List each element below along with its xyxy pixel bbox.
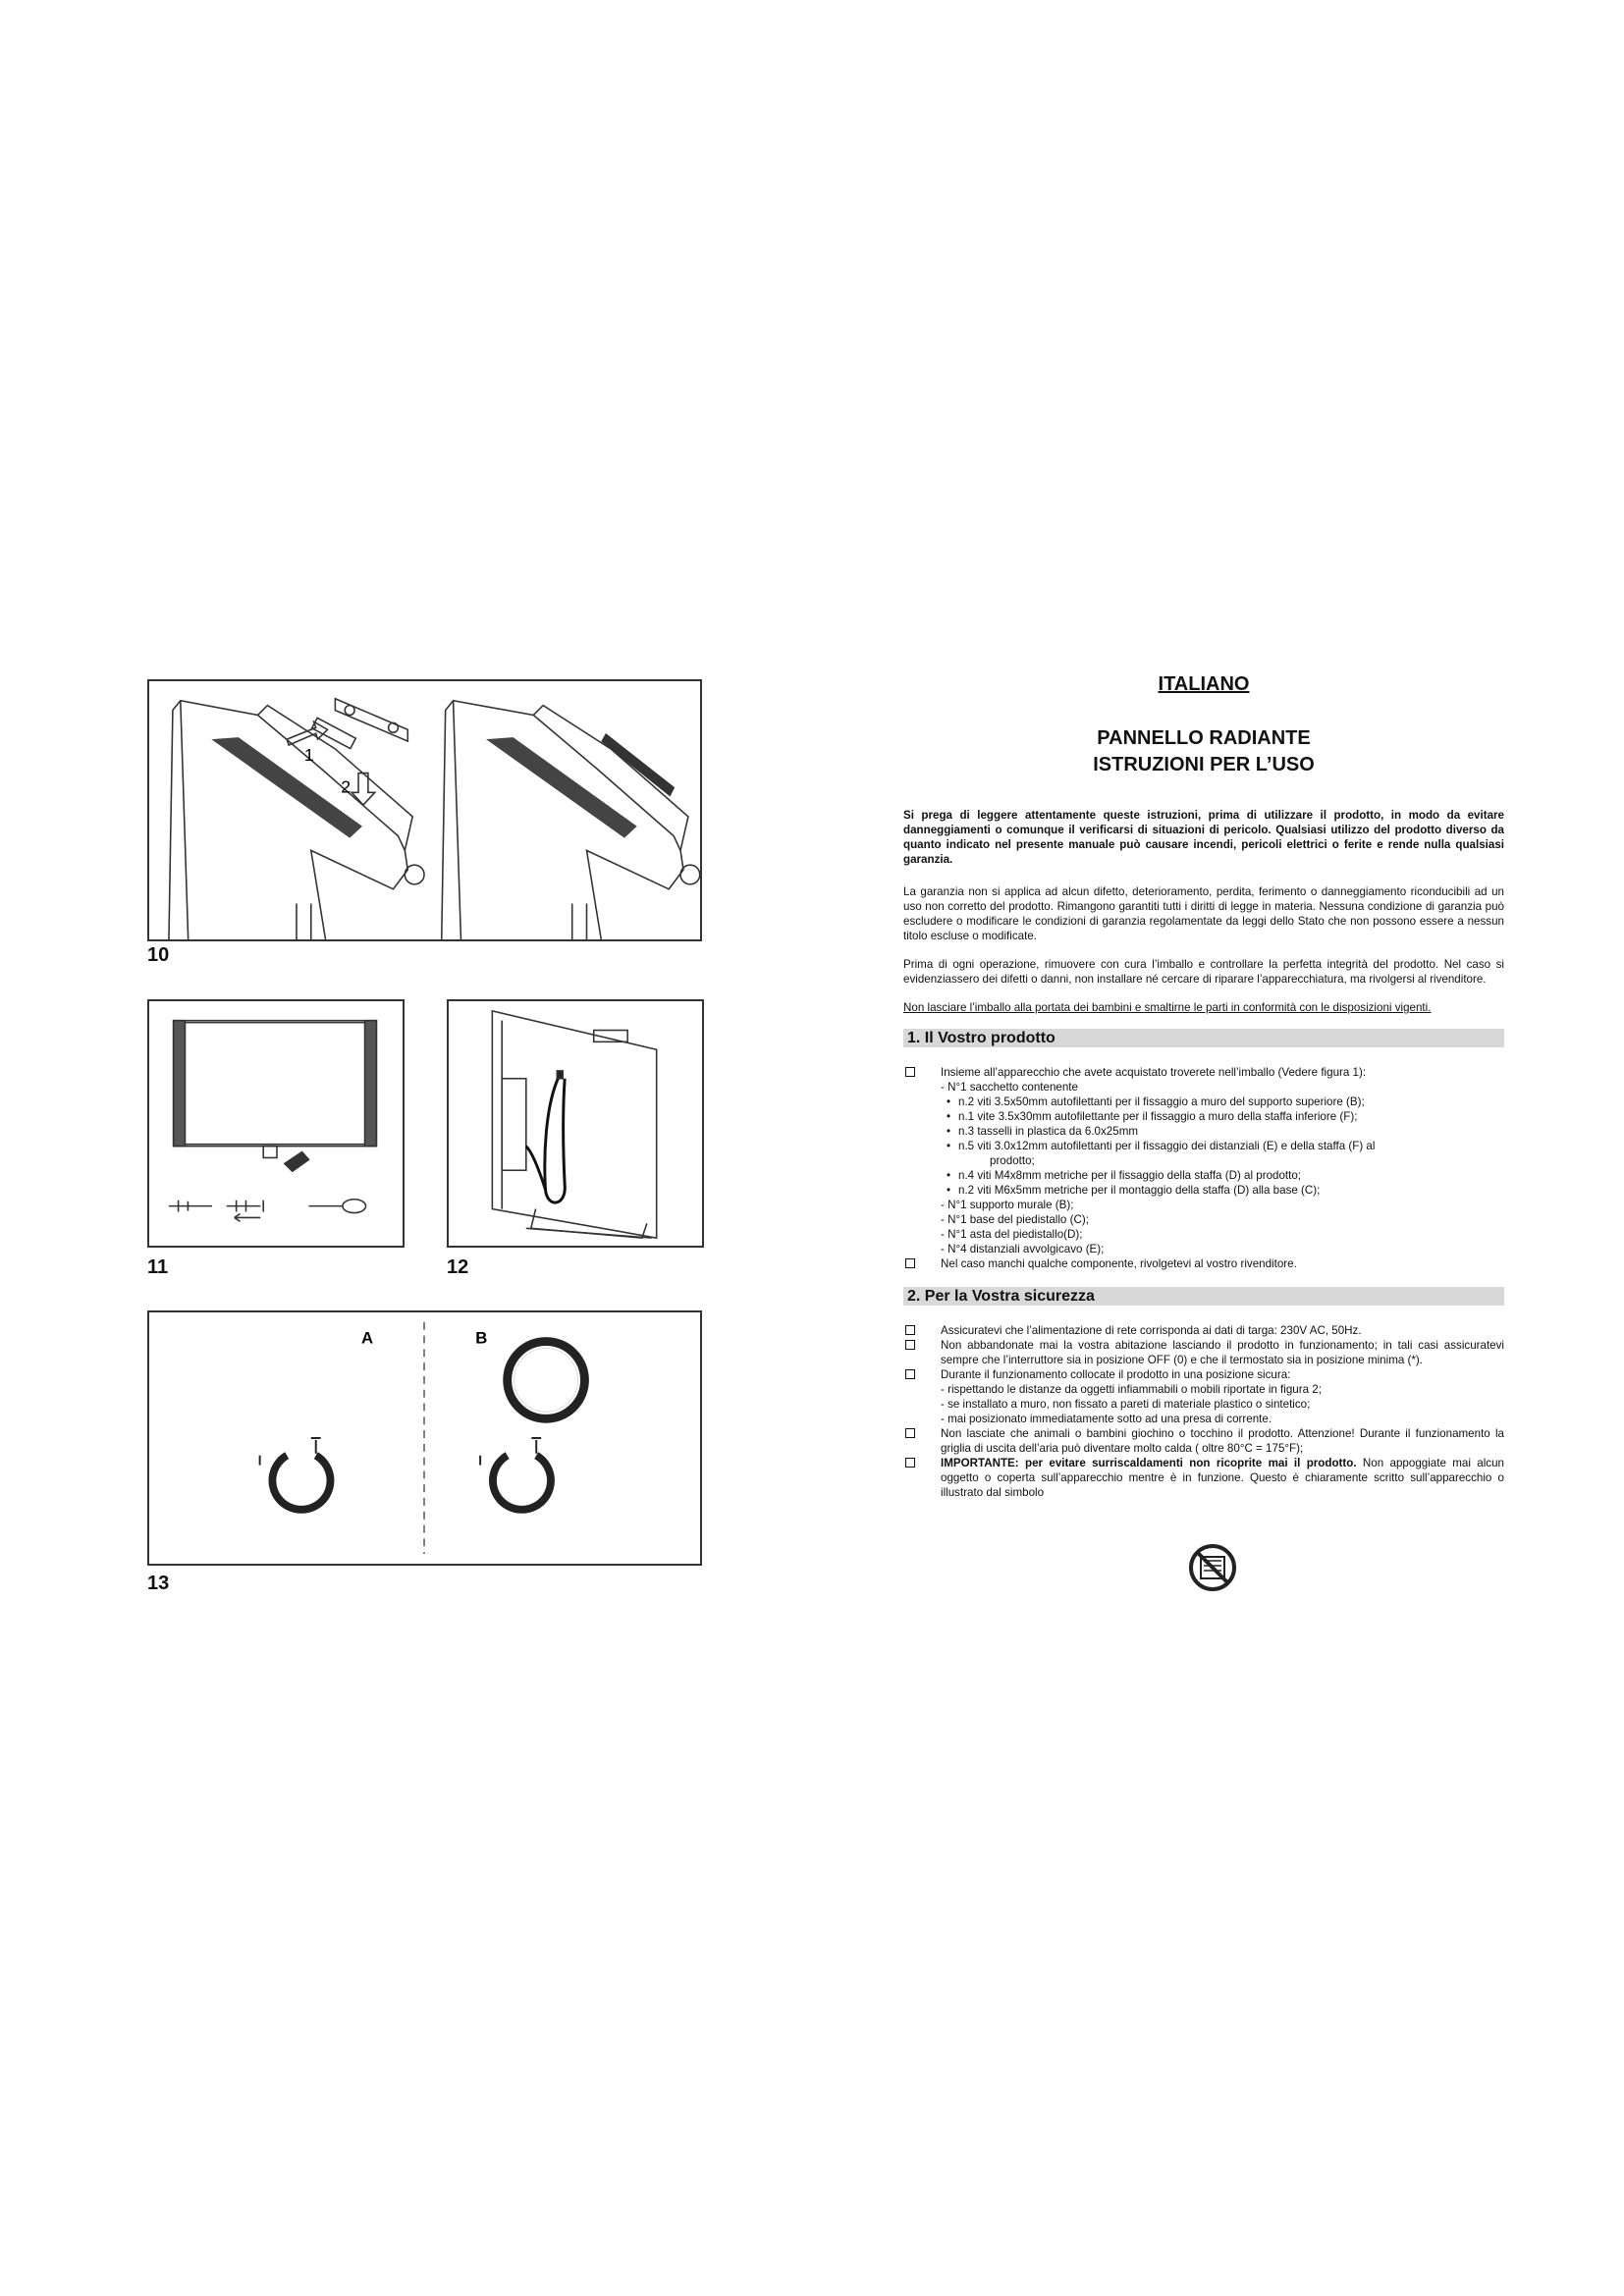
figure-13-number: 13 xyxy=(147,1573,170,1594)
figure-11-number: 11 xyxy=(147,1256,169,1278)
parts-list xyxy=(903,1198,1504,1256)
sachet-line: - N°1 sacchetto contenente xyxy=(941,1081,1078,1094)
intro-warning: Si prega di leggere attentamente queste istruzioni, prima di utilizzare il prodotto, in modo da evitare danneggiamenti o comunque il verificarsi di situazioni di pericolo. Qualsiasi utilizzo del prodotto diverso da quanto indicato nel presente manuale può causare incendi, pericoli elettrici o ferite e rende nulla qualsiasi garanzia. xyxy=(903,809,1504,866)
list-item: • n.1 vite 3.5x30mm autofilettante per il fissaggio a muro della staffa inferiore (F); xyxy=(903,1109,1504,1124)
language-heading: ITALIANO xyxy=(1158,673,1250,695)
checkbox-icon xyxy=(905,1369,915,1379)
instructions-column xyxy=(903,673,1504,1500)
list-item: - mai posizionato immediatamente sotto ad una presa di corrente. xyxy=(941,1413,1272,1425)
list-item: - N°1 base del piedistallo (C); xyxy=(941,1213,1089,1226)
list-item: • n.4 viti M4x8mm metriche per il fissaggio della staffa (D) al prodotto; xyxy=(903,1168,1504,1183)
figure-12-number: 12 xyxy=(447,1256,469,1278)
title-line-2: ISTRUZIONI PER L’USO xyxy=(1093,754,1315,775)
figure-11 xyxy=(147,999,405,1248)
section-2-item-1: Assicuratevi che l’alimentazione di rete corrisponda ai dati di targa: 230V AC, 50Hz. xyxy=(903,1323,1504,1338)
list-item: • n.3 tasselli in plastica da 6.0x25mm xyxy=(903,1124,1504,1139)
section-2-item-4: Non lasciate che animali o bambini giochino o tocchino il prodotto. Attenzione! Durante il funzionamento la griglia di uscita dell’aria può diventare molto calda ( oltre 80°C = 175°F); xyxy=(903,1426,1504,1456)
list-item-continuation: prodotto; xyxy=(990,1154,1035,1167)
section-2-item-5 xyxy=(903,1456,1504,1500)
section-2-item-2: Non abbandonate mai la vostra abitazione lasciando il prodotto in funzionamento; in tali casi assicuratevi sempre che l’interruttore sia in posizione OFF (0) e che il termostato sia in posizione minima (*). xyxy=(903,1338,1504,1367)
section-1-item-2: Nel caso manchi qualche componente, rivolgetevi al vostro rivenditore. xyxy=(903,1256,1504,1271)
section-1-contents xyxy=(903,1080,1504,1095)
warranty-paragraph: La garanzia non si applica ad alcun difetto, deterioramento, perdita, ferimento o danneggiamento riconducibili ad un uso non corretto del prodotto. Rimangono garantiti tutti i diritti di legge in materia. Nessuna condizione di garanzia può escludere o modificare le condizioni di garanzia regolamentate da leggi dello Stato che non possono essere a nessun titolo escluse o modificate. xyxy=(903,885,1504,942)
figure-10-number: 10 xyxy=(147,944,170,966)
heater-bracket-illustration xyxy=(149,681,700,939)
do-not-cover-icon xyxy=(1188,1543,1237,1592)
power-cord-illustration xyxy=(449,1001,702,1246)
first-operation-paragraph: Prima di ogni operazione, rimuovere con cura l’imballo e controllare la perfetta integrità del prodotto. Nel caso si evidenziassero dei difetti o danni, non installare né cercare di riparare l’apparecchiatura, ma rivolgersi al rivenditore. xyxy=(903,958,1504,986)
checkbox-icon xyxy=(905,1340,915,1350)
title-line-1: PANNELLO RADIANTE xyxy=(1097,727,1311,749)
figure-13 xyxy=(147,1310,702,1566)
label-b: B xyxy=(475,1328,488,1348)
section-1-item-1: Insieme all’apparecchio che avete acquistato troverete nell’imballo (Vedere figura 1): xyxy=(903,1065,1504,1080)
checkbox-icon xyxy=(905,1325,915,1335)
section-2-heading: 2. Per la Vostra sicurezza xyxy=(903,1287,1504,1306)
figure-12 xyxy=(447,999,704,1248)
packaging-paragraph: Non lasciare l’imballo alla portata dei bambini e smaltirne le parti in conformità con le disposizioni vigenti. xyxy=(903,1001,1432,1014)
checkbox-icon xyxy=(905,1428,915,1438)
section-1-heading: 1. Il Vostro prodotto xyxy=(903,1029,1504,1047)
thermostat-knob-illustration xyxy=(149,1312,700,1564)
list-item: - N°4 distanziali avvolgicavo (E); xyxy=(941,1243,1105,1255)
section-2-item-3: Durante il funzionamento collocate il prodotto in una posizione sicura: xyxy=(903,1367,1504,1382)
list-item: - se installato a muro, non fissato a pareti di materiale plastico o sintetico; xyxy=(941,1398,1311,1411)
list-item: • n.5 viti 3.0x12mm autofilettanti per il fissaggio dei distanziali (E) e della staffa (F) al xyxy=(903,1139,1504,1153)
arrow-2-label: 2 xyxy=(341,776,352,797)
important-note: IMPORTANTE: per evitare surriscaldamenti non ricoprite mai il prodotto. xyxy=(941,1457,1357,1469)
important-note-rest: Non appoggiate mai alcun oggetto o coperta sull’apparecchio mentre è in funzione. Questo è chiaramente scritto sull’apparecchio o illustrato dal simbolo xyxy=(941,1457,1504,1499)
label-a: A xyxy=(361,1328,374,1348)
list-item: • n.2 viti 3.5x50mm autofilettanti per il fissaggio a muro del supporto superiore (B); xyxy=(903,1095,1504,1109)
list-item: • n.2 viti M6x5mm metriche per il montaggio della staffa (D) alla base (C); xyxy=(903,1183,1504,1198)
screw-list xyxy=(903,1095,1504,1198)
list-item: - N°1 asta del piedistallo(D); xyxy=(941,1228,1083,1241)
checkbox-icon xyxy=(905,1067,915,1077)
checkbox-icon xyxy=(905,1458,915,1468)
checkbox-icon xyxy=(905,1258,915,1268)
figure-10 xyxy=(147,679,702,941)
list-item: - rispettando le distanze da oggetti infiammabili o mobili riportate in figura 2; xyxy=(941,1383,1322,1396)
wall-mount-illustration xyxy=(149,1001,403,1246)
document-title xyxy=(903,725,1504,778)
list-item: - N°1 supporto murale (B); xyxy=(941,1199,1074,1211)
arrow-1-label: 1 xyxy=(303,744,314,765)
